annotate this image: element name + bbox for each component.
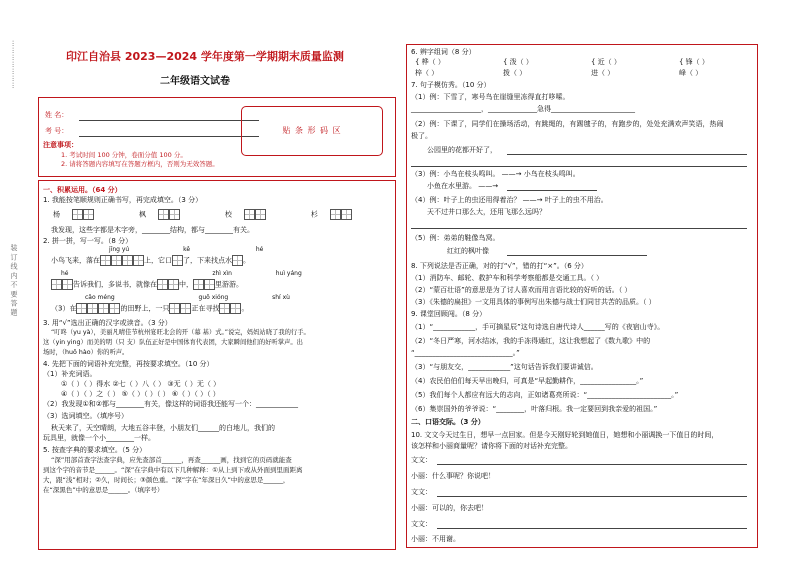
- q5-line-2: 到这个字的音节是______。“深”在字典中有以下几种解释：①从上到下或从外面到里面距离: [43, 466, 303, 474]
- q9-3: （3）“与朋友交，____________”这句话告诉我们要讲诚信。: [411, 363, 598, 371]
- info-box: [38, 97, 396, 177]
- q4-text: 4. 先把下面的词语补充完整，再按要求填空。（10 分）: [43, 360, 214, 368]
- q3-para-1: “叮咚（yu yà），美丽凡晴佳节杭州宴旺北会的开（幕 基）式。”说完，妈妈站晓了我的行手。: [51, 329, 310, 336]
- text: 上，它口: [144, 256, 172, 265]
- writing-cell[interactable]: [219, 303, 230, 314]
- writing-cell[interactable]: [169, 209, 180, 220]
- notice-title: 注意事项：: [43, 141, 78, 149]
- text: 告诉我们，多说书，就像在: [73, 280, 157, 289]
- q6-group-4b: 峰（ ）: [679, 69, 703, 77]
- section-2-heading: 二、口语交际。（3 分）: [411, 418, 485, 426]
- writing-cell[interactable]: [168, 279, 179, 290]
- id-label: 考 号：: [45, 127, 69, 135]
- q2-pinyin-3: [85, 293, 290, 303]
- writing-cell[interactable]: [100, 255, 111, 266]
- writing-cell[interactable]: [255, 209, 266, 220]
- barcode-area: [241, 106, 383, 156]
- q2-pinyin-2: [61, 269, 302, 279]
- name-label: 姓 名：: [45, 111, 69, 119]
- q6-group-2b: 拨（ ）: [503, 69, 527, 77]
- q5-line-4: 在“深黑色”中的意思是______。（填序号）: [43, 486, 164, 494]
- writing-cell[interactable]: [122, 255, 133, 266]
- q7-2b: 极了。: [411, 132, 432, 140]
- writing-cell[interactable]: [51, 279, 62, 290]
- writing-cell[interactable]: [330, 209, 341, 220]
- q2-line-1: [51, 255, 250, 266]
- text: （3）在: [51, 304, 77, 313]
- q6-group-1b: 梓（ ）: [415, 69, 439, 77]
- text: 小鸟飞来，落在: [51, 256, 100, 265]
- writing-cell[interactable]: [87, 303, 98, 314]
- q6-group-4a: { 锋（ ）: [679, 58, 709, 66]
- pinyin: kě: [183, 246, 191, 253]
- q9-5: （5）我们每个人都应有远大的志向，正如诸葛亮所说：“________________________。”: [411, 391, 679, 399]
- q7-5-answer-line[interactable]: [507, 255, 647, 256]
- q10-line-2: 该怎样和小丽商量呢？请你将下面的对话补充完整。: [411, 442, 572, 450]
- q1-char-3: 校: [224, 210, 232, 219]
- q10-line-1: 10. 文文今天过生日，想早一点回家。但是今天刚好轮到她值日，她想和小丽调换一下值日的时间，: [411, 431, 719, 439]
- writing-cell[interactable]: [72, 209, 83, 220]
- q6-group-2a: { 泼（ ）: [503, 58, 533, 66]
- q7-2-answer-line[interactable]: [507, 154, 747, 155]
- text: 。: [241, 304, 249, 313]
- dialog-4: 小丽：可以的，你去吧！: [411, 504, 488, 512]
- q3-text: 3. 用“√”选出正确的汉字或读音。（3 分）: [43, 319, 172, 327]
- writing-cell[interactable]: [62, 279, 73, 290]
- q9-4: （4）农民伯伯们每天早出晚归，可真是“早起勤耕作，________________。”: [411, 377, 644, 385]
- pinyin: hé: [255, 246, 264, 253]
- q6-group-3a: { 近（ ）: [591, 58, 621, 66]
- dialog-6: 小丽：不用谢。: [411, 535, 460, 543]
- q7-3b: 小鱼在水里游。 ——→: [427, 182, 499, 190]
- writing-cell[interactable]: [193, 279, 204, 290]
- dialog-3: 文文：: [411, 488, 432, 496]
- writing-cell[interactable]: [169, 303, 180, 314]
- q9-2a: （2）“冬日严寒，河水结冰，我的手冻得通红，这让我想起了《数九歌》中的: [411, 337, 651, 345]
- writing-cell[interactable]: [109, 303, 120, 314]
- q5-line-3: 大，跟“浅”相对；②久，时间长；③颜色重。“深”字在“年深日久”中的意思是______，: [43, 476, 290, 484]
- text: 正在寻找: [191, 304, 220, 313]
- binding-margin: [8, 40, 18, 89]
- writing-cell[interactable]: [98, 303, 109, 314]
- q7-4a: （4）例：叶子上的虫还用得着治？ ——→ 叶子上的虫不用治。: [411, 196, 608, 204]
- q6-text: 6. 辨字组词（8 分）: [411, 48, 476, 56]
- text: 中，: [179, 280, 193, 289]
- writing-cell[interactable]: [157, 279, 168, 290]
- q7-4b: 天不过井口那么大，还用飞那么远吗？: [427, 208, 546, 216]
- q4-sub-2: （2）我发现①和②都与________有关，像这样的词语我还能写一个：____________: [43, 400, 299, 408]
- pinyin: shí xù: [272, 294, 290, 301]
- writing-cell[interactable]: [341, 209, 352, 220]
- right-answer-box: [406, 44, 758, 548]
- q9-6: （6）集崇国外的爷爷说：“________，叶落归根。我一定要回到我亲爱的祖国。”: [411, 405, 658, 413]
- writing-cell[interactable]: [172, 255, 183, 266]
- q7-2a: （2）例：下课了，同学们在操场活动，有跳绳的，有踢毽子的，有跑步的，处处充满欢声笑语，热闹: [411, 120, 724, 128]
- pinyin: hé: [61, 270, 69, 277]
- q7-text: 7. 句子模仿秀。（10 分）: [411, 81, 491, 89]
- q4-row-1: ①（ ）（ ）得水 ②七（ ）八（ ） ③无（ ）无（ ）: [61, 380, 221, 388]
- dialog-2: 小丽：什么事呢？你说吧！: [411, 472, 495, 480]
- q1-fill: 我发现，这些字都是木字旁，________结构，都与________有关。: [51, 226, 254, 234]
- q4-passage-1: 秋天来了，天空晴朗，大地五谷丰登，小朋友们______的白地儿，我们的: [51, 424, 275, 432]
- pinyin: jīng yú: [109, 246, 130, 253]
- writing-cell[interactable]: [230, 303, 241, 314]
- q1-char-1: 杨: [53, 210, 60, 219]
- q6-group-1a: { 桦（ ）: [415, 58, 445, 66]
- q4-sub-1: （1）补充词语。: [43, 370, 97, 378]
- left-answer-box: [38, 180, 396, 550]
- writing-cell[interactable]: [76, 303, 87, 314]
- dialog-5: 文文：: [411, 520, 432, 528]
- q9-text: 9. 课堂回顾闯。（8 分）: [411, 310, 487, 318]
- q8-1: （1）消防车、邮轮、救护车和科学考察船都是交通工具。（ ）: [411, 274, 604, 282]
- barcode-label: 贴 条 形 码 区: [282, 126, 342, 135]
- writing-cell[interactable]: [158, 209, 169, 220]
- q7-1: （1）例：下雪了，寒号鸟在崖缝里冻得直打哆嗦。: [411, 93, 570, 101]
- q7-4-answer-line[interactable]: [411, 228, 747, 229]
- pinyin: cǎo méng: [85, 294, 115, 301]
- q7-2-answer-line-2[interactable]: [411, 166, 747, 167]
- q5-text: 5. 按查字典的要求填空。（5 分）: [43, 446, 147, 454]
- binding-text: 装 订 线 内 不 要 答 题: [10, 244, 18, 316]
- q4-sub-3: （3）选词填空。（填序号）: [43, 412, 128, 420]
- exam-subtitle: 二年级语文试卷: [160, 76, 230, 87]
- writing-cell[interactable]: [180, 303, 191, 314]
- writing-cell[interactable]: [111, 255, 122, 266]
- section-1-heading: 一、积累运用。（64 分）: [43, 186, 122, 194]
- q7-2c: 公园里的花都开好了，: [427, 146, 497, 154]
- q9-1: （1）“____________，手可摘星辰”这句诗选自唐代诗人______写的《夜宿山寺》。: [411, 323, 665, 331]
- writing-cell[interactable]: [133, 255, 144, 266]
- q2-text: 2. 拼一拼，写一写。（8 分）: [43, 237, 133, 245]
- q7-5a: （5）例：弟弟的鞋像鸟窝。: [411, 234, 500, 242]
- notice-1: 1. 考试时间 100 分钟，卷面分值 100 分。: [61, 151, 187, 159]
- writing-cell[interactable]: [244, 209, 255, 220]
- pinyin: zhì xìn: [212, 270, 232, 277]
- exam-title: 印江自治县 2023—2024 学年度第一学期期末质量监测: [66, 50, 344, 63]
- text: 。: [243, 256, 250, 265]
- dialog-answer-line-1[interactable]: [437, 464, 747, 465]
- dialog-1: 文文：: [411, 456, 432, 464]
- q1-char-2: 枫: [138, 210, 146, 219]
- pinyin: huì yáng: [275, 270, 302, 277]
- q7-3a: （3）例：小鸟在枝头鸣叫。 ——→ 小鸟在枝头鸣叫。: [411, 170, 580, 178]
- q6-group-3b: 进（ ）: [591, 69, 615, 77]
- notice-2: 2. 请将答题内容填写在答题方框内，否则为无效答题。: [61, 160, 219, 168]
- q1-text: 1. 我能按笔顺规则正确书写，再完成填空。（3 分）: [43, 196, 203, 204]
- q1-char-4: 杉: [310, 210, 318, 219]
- q8-3: （3）《朱德的扁担》一文用具体的事例写出朱德与战士们同甘共苦的品质。（ ）: [411, 298, 656, 306]
- writing-cell[interactable]: [232, 255, 243, 266]
- q2-line-3: [51, 303, 248, 314]
- dialog-answer-line-3[interactable]: [437, 528, 747, 529]
- q1-chars: [53, 209, 352, 220]
- writing-cell[interactable]: [83, 209, 94, 220]
- text: 的田野上，一只: [120, 304, 170, 313]
- q3-para-2: 这（yin ying）而美的明（只 支）队伍正好是中国体育代表团，大家瞬间他们的好听掌声。出: [43, 339, 303, 346]
- pinyin: guō xióng: [198, 294, 229, 301]
- q4-row-2: ④（ ）（ ）之（ ） ⑤（ ）（ ）（ ） ⑥（ ）（ ）（ ）: [61, 390, 220, 398]
- q7-1-answer: ____________________，______________急得________________________: [411, 105, 635, 113]
- q2-pinyin-1: [109, 245, 263, 255]
- id-field[interactable]: [79, 136, 259, 137]
- dialog-answer-line-2[interactable]: [437, 496, 747, 497]
- q2-line-2: [51, 279, 243, 290]
- q5-line-1: “深”用部首查字法查字典，应先查部首______，再查______画，找到它的页码就能查: [51, 456, 292, 464]
- text: 了，下来找点水: [183, 256, 232, 265]
- binding-dots: ⋯⋯⋯⋯⋯⋯⋯: [9, 40, 17, 89]
- writing-cell[interactable]: [204, 279, 215, 290]
- name-field[interactable]: [79, 120, 259, 121]
- q7-5b: 红红的枫叶像: [447, 247, 489, 255]
- text: 里游游。: [215, 280, 243, 289]
- q8-text: 8. 下列说法是否正确，对的打“√”，错的打“×”。（6 分）: [411, 262, 588, 270]
- q7-3-answer-line[interactable]: [507, 190, 597, 191]
- q3-para-3: 场时，（huō hào）你的听声。: [43, 349, 129, 356]
- q9-2b: “____________________________。”: [411, 349, 520, 357]
- q8-2: （2）“蒙百壮语”的意思是为了讨人喜欢而用言语比较的好听的话。（ ）: [411, 286, 632, 294]
- q4-passage-2: 玩具里，就像一个小________一样。: [43, 434, 155, 442]
